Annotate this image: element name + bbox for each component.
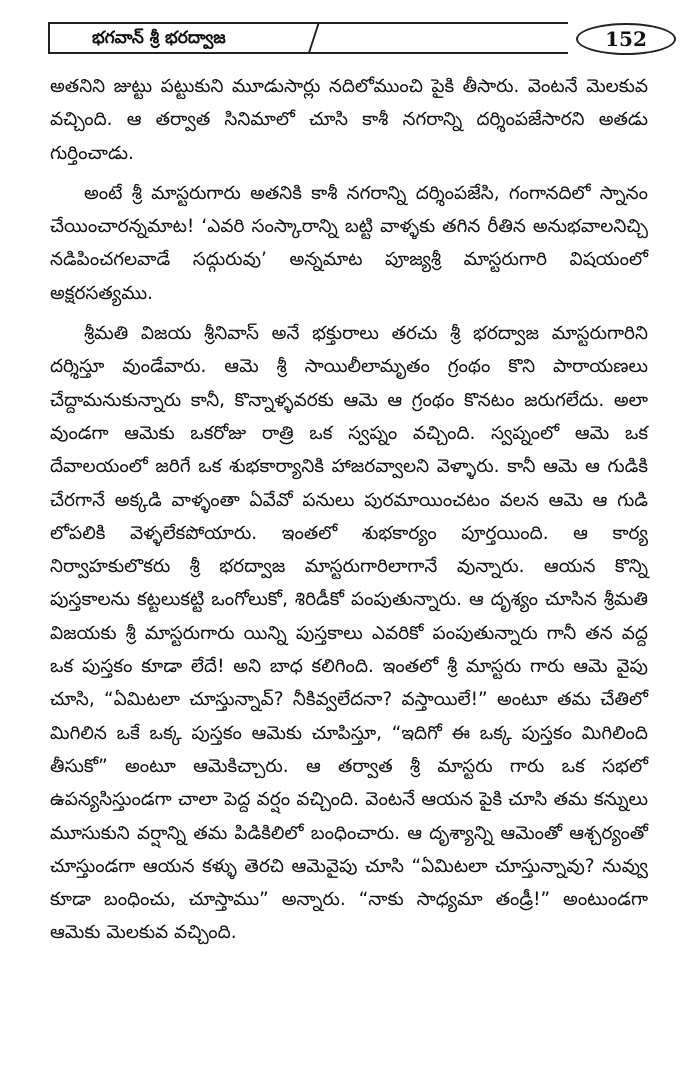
body-text [50,70,648,957]
header-divider [308,22,320,54]
book-title: భగవాన్ శ్రీ భరద్వాజ [92,28,226,48]
page-number: 152 [576,23,676,55]
paragraph: అంటే శ్రీ మాస్టరుగారు అతనికి కాశీ నగరాన్ని దర్శింపజేసి, గంగానదిలో స్నానం చేయించారన్నమాట! ‘ఎవరి సంస్కారాన్ని బట్టి వాళ్ళకు తగిన రీతిన అనుభవాలనిచ్చి నడిపించగలవాడే సద్గురువు’ అన్నమాట పూజ్యశ్రీ మాస్టరుగారి విషయంలో అక్షరసత్యము. [50,182,648,304]
paragraph: అతనిని జుట్టు పట్టుకుని మూడుసార్లు నదిలోముంచి పైకి తీసారు. వెంటనే మెలకువ వచ్చింది. ఆ తర్వాత సినిమాలో చూసి కాశీ నగరాన్ని దర్శింపజేసారని అతడు గుర్తించాడు. [50,76,648,164]
paragraph: శ్రీమతి విజయ శ్రీనివాస్ అనే భక్తురాలు తరచు శ్రీ భరద్వాజ మాస్టరుగారిని దర్శిస్తూ వుండేవారు. ఆమె శ్రీ సాయిలీలామృతం గ్రంథం కొని పారాయణలు చేద్దామనుకున్నారు కానీ, కొన్నాళ్ళవరకు ఆమె ఆ గ్రంథం కొనటం జరుగలేదు. అలా వుండగా ఆమెకు ఒకరోజు రాత్రి ఒక స్వప్నం వచ్చింది. స్వప్నంలో ఆమె ఒక దేవాలయంలో జరిగే ఒక శుభకార్యానికి హాజరవ్వాలని వెళ్ళారు. కానీ ఆమె ఆ గుడికి చేరగానే అక్కడి వాళ్ళంతా ఏవేవో పనులు పురమాయించటం వలన ఆమె ఆ గుడి లోపలికి వెళ్ళలేకపోయారు. ఇంతలో శుభకార్యం పూర్తయింది. ఆ కార్య నిర్వాహకులొకరు శ్రీ భరద్వాజ మాస్టరుగారిలాగానే వున్నారు. ఆయన కొన్ని పుస్తకాలను కట్టలుకట్టి ఒంగోలుకో, శిరిడీకో పంపుతున్నారు. ఆ దృశ్యం చూసిన శ్రీమతి విజయకు శ్రీ మాస్టరుగారు యిన్ని పుస్తకాలు ఎవరికో పంపుతున్నారు గానీ తన వద్ద ఒక పుస్తకం కూడా లేదే! అని బాధ కలిగింది. ఇంతలో శ్రీ మాస్టరు గారు ఆమె వైపు చూసి, “ఏమిటలా చూస్తున్నావ్? నీకివ్వలేదనా? వస్తాయిలే!” అంటూ తమ చేతిలో మిగిలిన ఒకే ఒక్క పుస్తకం ఆమెకు చూపిస్తూ, “ఇదిగో ఈ ఒక్క పుస్తకం మిగిలింది తీసుకో” అంటూ ఆమెకిచ్చారు. ఆ తర్వాత శ్రీ మాస్టరు గారు ఒక సభలో ఉపన్యసిస్తుండగా చాలా పెద్ద వర్షం వచ్చింది. వెంటనే ఆయన పైకి చూసి తమ కన్నులు మూసుకుని వర్షాన్ని తమ పిడికిలిలో బంధించారు. ఆ దృశ్యాన్ని ఆమెంతో ఆశ్చర్యంతో చూస్తుండగా ఆయన కళ్ళు తెరచి ఆమెవైపు చూసి “ఏమిటలా చూస్తున్నావు? నువ్వు కూడా బంధించు, చూస్తాము” అన్నారు. “నాకు సాధ్యమా తండ్రీ!” అంటుండగా ఆమెకు మెలకువ వచ్చింది. [50,323,648,944]
header-rule-left [48,22,50,54]
header-rule-top [48,22,568,24]
running-header [48,22,647,58]
